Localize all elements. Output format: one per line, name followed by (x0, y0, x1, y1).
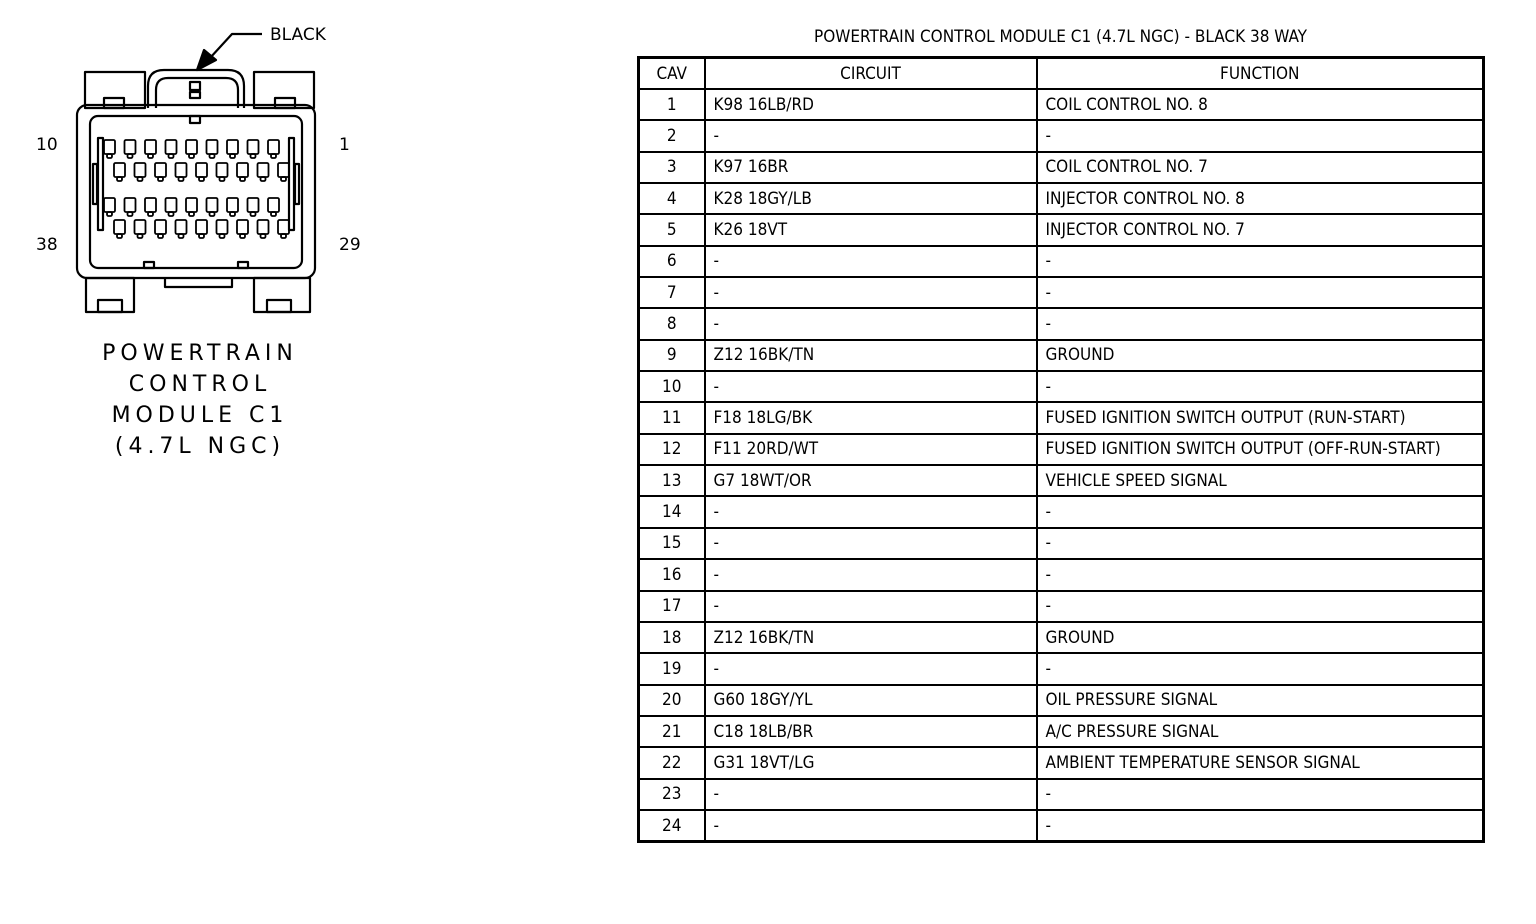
terminal-cavity (230, 212, 235, 216)
terminal-cavity (186, 198, 197, 212)
table-row (639, 810, 1484, 842)
pin-label-top-left: 10 (36, 135, 58, 155)
circuit-cell: - (705, 308, 1037, 339)
cav-cell: 3 (639, 152, 705, 183)
terminal-cavity (135, 220, 146, 234)
table-row (639, 277, 1484, 308)
function-cell: - (1037, 496, 1484, 527)
function-cell: VEHICLE SPEED SIGNAL (1037, 465, 1484, 496)
terminal-cavity (251, 154, 256, 158)
terminal-cavity (278, 163, 289, 177)
table-row (639, 246, 1484, 277)
terminal-cavity (114, 163, 125, 177)
terminal-cavity (148, 212, 153, 216)
terminal-cavity (207, 198, 218, 212)
circuit-cell: - (705, 371, 1037, 402)
terminal-cavity (125, 140, 136, 154)
terminal-cavity (237, 163, 248, 177)
circuit-cell: F11 20RD/WT (705, 434, 1037, 465)
table-row (639, 716, 1484, 747)
function-cell: - (1037, 653, 1484, 684)
cav-cell: 13 (639, 465, 705, 496)
table-row (639, 214, 1484, 245)
terminal-cavity (104, 198, 115, 212)
function-cell: - (1037, 371, 1484, 402)
circuit-cell: G7 18WT/OR (705, 465, 1037, 496)
cav-cell: 21 (639, 716, 705, 747)
caption-line: CONTROL (128, 372, 272, 397)
terminal-cavity (268, 198, 279, 212)
terminal-cavity (210, 212, 215, 216)
cav-cell: 2 (639, 120, 705, 151)
table-row (639, 308, 1484, 339)
terminal-cavity (166, 198, 177, 212)
terminal-cavity (145, 140, 156, 154)
terminal-cavity (169, 154, 174, 158)
terminal-cavity (117, 177, 122, 181)
terminal-cavity (251, 212, 256, 216)
circuit-cell: G60 18GY/YL (705, 685, 1037, 716)
header-function: FUNCTION (1037, 58, 1484, 90)
cav-cell: 15 (639, 528, 705, 559)
terminal-cavity (217, 163, 228, 177)
table-row (639, 434, 1484, 465)
terminal-cavity (158, 234, 163, 238)
circuit-cell: - (705, 810, 1037, 842)
circuit-cell: - (705, 496, 1037, 527)
cav-cell: 7 (639, 277, 705, 308)
table-row (639, 120, 1484, 151)
function-cell: - (1037, 277, 1484, 308)
terminal-cavity (268, 140, 279, 154)
function-cell: AMBIENT TEMPERATURE SENSOR SIGNAL (1037, 747, 1484, 778)
table-row (639, 340, 1484, 371)
circuit-cell: - (705, 246, 1037, 277)
caption-line: MODULE C1 (111, 403, 289, 428)
terminal-cavity (217, 220, 228, 234)
circuit-cell: K28 18GY/LB (705, 183, 1037, 214)
pin-label-bottom-right: 29 (339, 235, 361, 255)
function-cell: FUSED IGNITION SWITCH OUTPUT (OFF-RUN-START) (1037, 434, 1484, 465)
header-cav: CAV (639, 58, 705, 90)
terminal-cavity (166, 140, 177, 154)
function-cell: - (1037, 528, 1484, 559)
cav-cell: 23 (639, 779, 705, 810)
cav-cell: 1 (639, 89, 705, 120)
terminal-cavity (240, 177, 245, 181)
terminal-cavity (278, 220, 289, 234)
connector-caption (60, 338, 340, 462)
terminal-cavity (281, 234, 286, 238)
function-cell: OIL PRESSURE SIGNAL (1037, 685, 1484, 716)
terminal-cavity (107, 154, 112, 158)
function-cell: INJECTOR CONTROL NO. 7 (1037, 214, 1484, 245)
circuit-cell: - (705, 653, 1037, 684)
terminal-cavity (261, 177, 266, 181)
circuit-cell: C18 18LB/BR (705, 716, 1037, 747)
circuit-cell: K26 18VT (705, 214, 1037, 245)
cav-cell: 4 (639, 183, 705, 214)
terminal-cavity (189, 154, 194, 158)
pinout-table (637, 56, 1485, 843)
terminal-cavity (155, 163, 166, 177)
terminal-cavity (128, 212, 133, 216)
circuit-cell: K97 16BR (705, 152, 1037, 183)
cav-cell: 14 (639, 496, 705, 527)
pin-label-bottom-left: 38 (36, 235, 58, 255)
circuit-cell: - (705, 277, 1037, 308)
terminal-cavity (281, 177, 286, 181)
terminal-cavity (227, 198, 238, 212)
cav-cell: 22 (639, 747, 705, 778)
terminal-cavity (138, 234, 143, 238)
function-cell: - (1037, 810, 1484, 842)
cav-cell: 6 (639, 246, 705, 277)
terminal-cavity (220, 177, 225, 181)
terminal-cavity (145, 198, 156, 212)
cav-cell: 18 (639, 622, 705, 653)
function-cell: GROUND (1037, 340, 1484, 371)
terminal-cavity (138, 177, 143, 181)
circuit-cell: K98 16LB/RD (705, 89, 1037, 120)
table-row (639, 685, 1484, 716)
terminal-cavity (207, 140, 218, 154)
terminal-cavity (199, 177, 204, 181)
terminal-cavity (248, 140, 259, 154)
terminal-cavity (176, 220, 187, 234)
terminal-cavity (186, 140, 197, 154)
circuit-cell: Z12 16BK/TN (705, 340, 1037, 371)
function-cell: FUSED IGNITION SWITCH OUTPUT (RUN-START) (1037, 402, 1484, 433)
terminal-cavity (261, 234, 266, 238)
terminal-cavity (196, 163, 207, 177)
terminal-cavity (230, 154, 235, 158)
cav-cell: 17 (639, 591, 705, 622)
cav-cell: 11 (639, 402, 705, 433)
cav-cell: 16 (639, 559, 705, 590)
terminal-cavity (258, 220, 269, 234)
cav-cell: 9 (639, 340, 705, 371)
terminal-cavity (271, 212, 276, 216)
table-row (639, 152, 1484, 183)
terminal-cavity (155, 220, 166, 234)
terminal-cavity (148, 154, 153, 158)
terminal-cavity (220, 234, 225, 238)
terminal-cavity (117, 234, 122, 238)
terminal-cavity (179, 234, 184, 238)
connector-face (90, 116, 302, 268)
terminal-cavity (210, 154, 215, 158)
cav-cell: 5 (639, 214, 705, 245)
header-circuit: CIRCUIT (705, 58, 1037, 90)
circuit-cell: - (705, 528, 1037, 559)
circuit-cell: Z12 16BK/TN (705, 622, 1037, 653)
circuit-cell: - (705, 779, 1037, 810)
function-cell: - (1037, 308, 1484, 339)
terminal-cavity (258, 163, 269, 177)
cav-cell: 20 (639, 685, 705, 716)
terminal-cavity (125, 198, 136, 212)
function-cell: - (1037, 591, 1484, 622)
table-row (639, 183, 1484, 214)
callout-leader-line (210, 34, 262, 58)
circuit-cell: F18 18LG/BK (705, 402, 1037, 433)
terminal-cavity (240, 234, 245, 238)
cav-cell: 12 (639, 434, 705, 465)
cav-cell: 10 (639, 371, 705, 402)
terminal-cavity (135, 163, 146, 177)
pin-label-top-right: 1 (339, 135, 350, 155)
terminal-cavity (158, 177, 163, 181)
circuit-cell: G31 18VT/LG (705, 747, 1037, 778)
connector-body (77, 105, 315, 278)
table-header-row (639, 58, 1484, 90)
circuit-cell: - (705, 591, 1037, 622)
color-callout-label: BLACK (270, 25, 326, 45)
table-title: POWERTRAIN CONTROL MODULE C1 (4.7L NGC) - BLACK 38 WAY (814, 27, 1307, 47)
cav-cell: 8 (639, 308, 705, 339)
circuit-cell: - (705, 559, 1037, 590)
table-row (639, 89, 1484, 120)
function-cell: - (1037, 559, 1484, 590)
table-row (639, 528, 1484, 559)
caption-line: (4.7L NGC) (114, 434, 286, 459)
table-row (639, 779, 1484, 810)
terminal-cavity (107, 212, 112, 216)
cav-cell: 24 (639, 810, 705, 842)
terminal-cavity (176, 163, 187, 177)
table-row (639, 622, 1484, 653)
cav-cell: 19 (639, 653, 705, 684)
table-row (639, 747, 1484, 778)
table-row (639, 371, 1484, 402)
table-row (639, 496, 1484, 527)
terminal-cavity (114, 220, 125, 234)
function-cell: - (1037, 120, 1484, 151)
table-row (639, 465, 1484, 496)
caption-line: POWERTRAIN (102, 341, 298, 366)
terminal-cavity (169, 212, 174, 216)
function-cell: GROUND (1037, 622, 1484, 653)
terminal-cavity (196, 220, 207, 234)
terminal-cavity (189, 212, 194, 216)
table-row (639, 559, 1484, 590)
function-cell: INJECTOR CONTROL NO. 8 (1037, 183, 1484, 214)
table-row (639, 402, 1484, 433)
terminal-cavity (248, 198, 259, 212)
function-cell: COIL CONTROL NO. 7 (1037, 152, 1484, 183)
function-cell: A/C PRESSURE SIGNAL (1037, 716, 1484, 747)
terminal-cavity (179, 177, 184, 181)
function-cell: COIL CONTROL NO. 8 (1037, 89, 1484, 120)
terminal-cavity (237, 220, 248, 234)
function-cell: - (1037, 779, 1484, 810)
terminal-cavity (199, 234, 204, 238)
table-row (639, 591, 1484, 622)
terminal-cavity (227, 140, 238, 154)
terminal-cavity (271, 154, 276, 158)
circuit-cell: - (705, 120, 1037, 151)
terminal-cavities (104, 140, 289, 238)
terminal-cavity (128, 154, 133, 158)
table-row (639, 653, 1484, 684)
terminal-cavity (104, 140, 115, 154)
function-cell: - (1037, 246, 1484, 277)
